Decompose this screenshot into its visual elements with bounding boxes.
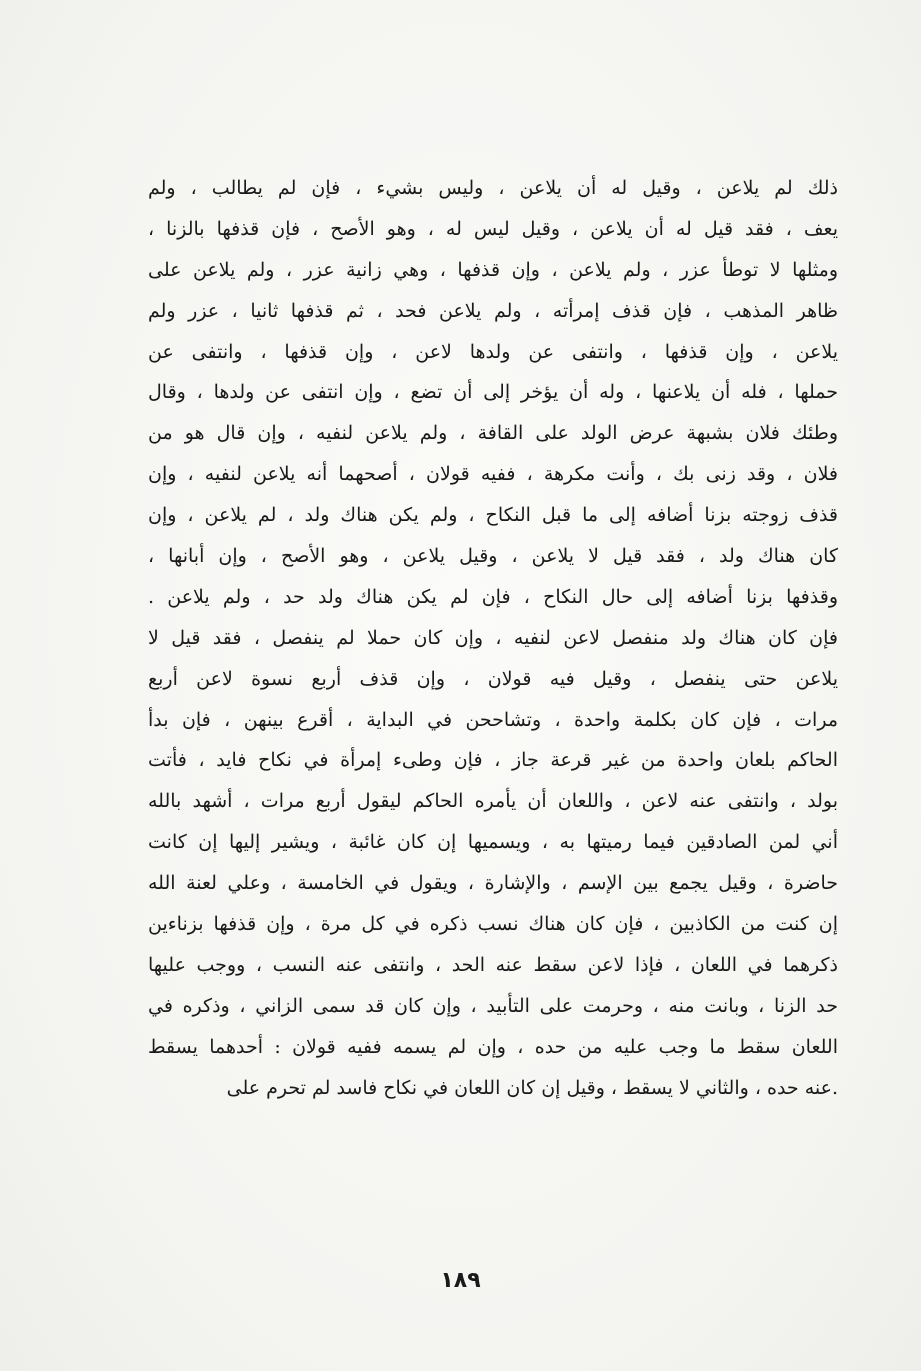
page-number: ١٨٩	[440, 1268, 481, 1293]
text-line: اللعان سقط ما وجب عليه من حده ، وإن لم يسمه ففيه قولان : أحدهما يسقط	[148, 1035, 838, 1058]
body-text	[148, 168, 838, 1108]
text-line: أني لمن الصادقين فيما رميتها به ، ويسميها إن كان غائبة ، ويشير إليها إن كانت	[148, 831, 838, 854]
text-line: حملها ، فله أن يلاعنها ، وله أن يؤخر إلى أن تضع ، وإن انتفى عن ولدها ، وقال	[148, 381, 838, 404]
text-line: يعف ، فقد قيل له أن يلاعن ، وقيل ليس له ، وهو الأصح ، فإن قذفها بالزنا ،	[148, 217, 838, 240]
text-line: ومثلها لا توطأ عزر ، ولم يلاعن ، وإن قذفها ، وهي زانية عزر ، ولم يلاعن على	[148, 258, 838, 281]
text-line: حاضرة ، وقيل يجمع بين الإسم ، والإشارة ، ويقول في الخامسة ، وعلي لعنة الله	[148, 872, 838, 895]
text-line: فإن كان هناك ولد منفصل لاعن لنفيه ، وإن كان حملا لم ينفصل ، فقد قيل لا	[148, 626, 838, 649]
text-line: كان هناك ولد ، فقد قيل لا يلاعن ، وقيل يلاعن ، وهو الأصح ، وإن أبانها ،	[148, 545, 838, 568]
text-line: .عنه حده ، والثاني لا يسقط ، وقيل إن كان اللعان في نكاح فاسد لم تحرم على	[226, 1076, 838, 1099]
text-line: وقذفها بزنا أضافه إلى حال النكاح ، فإن لم يكن هناك ولد حد ، ولم يلاعن .	[148, 585, 838, 608]
text-line: إن كنت من الكاذبين ، فإن كان هناك نسب ذكره في كل مرة ، وإن قذفها بزناءين	[148, 913, 838, 936]
text-line: ذلك لم يلاعن ، وقيل له أن يلاعن ، وليس بشيء ، فإن لم يطالب ، ولم	[148, 177, 838, 199]
text-line: فلان ، وقد زنى بك ، وأنت مكرهة ، ففيه قولان ، أصحهما أنه يلاعن لنفيه ، وإن	[148, 463, 838, 486]
text-line: ظاهر المذهب ، فإن قذف إمرأته ، ولم يلاعن فحد ، ثم قذفها ثانيا ، عزر ولم	[148, 299, 838, 322]
text-line: مرات ، فإن كان بكلمة واحدة ، وتشاححن في البداية ، أقرع بينهن ، فإن بدأ	[148, 708, 838, 731]
text-line: الحاكم بلعان واحدة من غير قرعة جاز ، فإن وطىء إمرأة في نكاح فايد ، فأتت	[148, 749, 838, 772]
text-line: يلاعن حتى ينفصل ، وقيل فيه قولان ، وإن قذف أربع نسوة لاعن أربع	[148, 667, 838, 690]
text-line: ذكرهما في اللعان ، فإذا لاعن سقط عنه الحد ، وانتفى عنه النسب ، ووجب عليها	[148, 953, 838, 976]
text-line: وطئك فلان بشبهة عرض الولد على القافة ، ولم يلاعن لنفيه ، وإن قال هو من	[148, 422, 838, 445]
text-line: بولد ، وانتفى عنه لاعن ، واللعان أن يأمره الحاكم ليقول أربع مرات ، أشهد بالله	[148, 790, 838, 813]
text-line: حد الزنا ، وبانت منه ، وحرمت على التأبيد ، وإن كان قد سمى الزاني ، وذكره في	[148, 994, 838, 1017]
text-line: يلاعن ، وإن قذفها ، وانتفى عن ولدها لاعن ، وإن قذفها ، وانتفى عن	[148, 340, 838, 363]
text-line: قذف زوجته بزنا أضافه إلى ما قبل النكاح ، ولم يكن هناك ولد ، لم يلاعن ، وإن	[148, 504, 838, 527]
